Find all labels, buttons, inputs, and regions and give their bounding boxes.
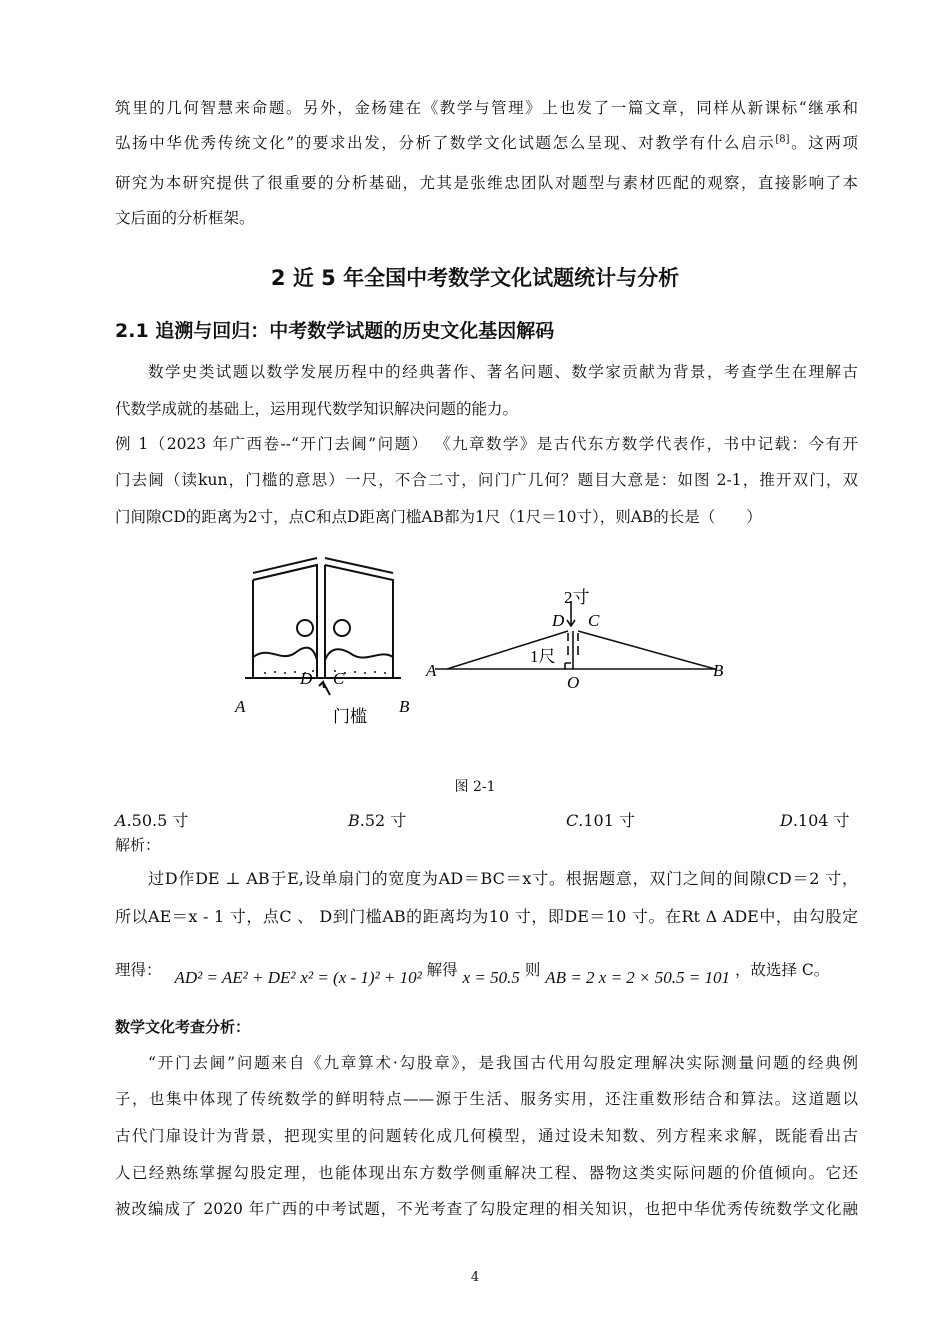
page-number: 4	[470, 1270, 480, 1285]
culture-line: 被改编成了 2020 年广西的中考试题，不光考查了勾股定理的相关知识，也把中华优秀传统数学文化融	[115, 1200, 858, 1218]
formula-1: AD² = AE² + DE²	[174, 968, 296, 987]
label-O-right: O	[567, 673, 580, 692]
example-line: 门间隙CD的距离为2寸，点C和点D距离门槛AB都为1尺（1尺＝10寸），则AB的长是（ ）	[115, 508, 762, 526]
paragraph-line: 代数学成就的基础上，运用现代数学知识解决问题的能力。	[115, 400, 519, 418]
analysis-line: 所以AE＝x - 1 寸，点C 、 D到门槛AB的距离均为10 寸，即DE＝10 寸。在Rt Δ ADE中，由勾股定	[115, 907, 858, 926]
option-d	[780, 808, 850, 831]
formula-2: x² = (x - 1)² + 10²	[300, 968, 422, 987]
formula-then: 则	[524, 961, 541, 979]
option-value: .101 寸	[578, 811, 635, 830]
subsection-heading: 2.1 追溯与回归：中考数学试题的历史文化基因解码	[115, 320, 555, 342]
formula-3: x = 50.5	[462, 968, 520, 987]
option-value: .50.5 寸	[126, 811, 189, 830]
analysis-label: 解析：	[115, 836, 161, 854]
label-sill: 门槛	[333, 707, 367, 726]
option-letter: A	[115, 811, 127, 830]
paragraph-text: 。这两项	[789, 134, 858, 152]
culture-line: 子，也集中体现了传统数学的鲜明特点——源于生活、服务实用，还注重数形结合和算法。这道题以	[115, 1090, 858, 1108]
formula-mid: 解得	[426, 961, 458, 979]
label-C-right: C	[588, 611, 600, 630]
option-value: .104 寸	[792, 811, 850, 830]
label-A-right: A	[426, 661, 437, 680]
example-line: 例 1（2023 年广西卷--“开门去阃”问题） 《九章数学》是古代东方数学代表作，书中记载：今有开	[115, 435, 858, 453]
paragraph-line: 文后面的分析框架。	[115, 209, 255, 227]
analysis-line: 过D作DE ⊥ AB于E,设单扇门的宽度为AD＝BC＝x寸。根据题意，双门之间的间隙CD＝2 寸，	[148, 869, 858, 888]
door-illustration	[245, 558, 401, 695]
label-C-left: C	[333, 669, 345, 688]
figure-2-1	[225, 545, 765, 740]
figure-caption: 图 2-1	[454, 779, 496, 795]
section-heading: 2 近 5 年全国中考数学文化试题统计与分析	[270, 266, 680, 290]
option-letter: B	[348, 811, 360, 830]
option-b	[348, 808, 406, 831]
label-B-left: B	[399, 697, 410, 716]
label-gap: 2寸	[564, 588, 590, 607]
label-B-right: B	[713, 661, 724, 680]
formula-suffix: ，故选择 C。	[734, 961, 830, 979]
paragraph-line: 筑里的几何智慧来命题。另外，金杨建在《教学与管理》上也发了一篇文章，同样从新课标“继承和	[115, 99, 858, 117]
formula-prefix: 理得：	[115, 961, 162, 979]
option-letter: C	[566, 811, 579, 830]
triangle-model	[435, 601, 717, 669]
label-D-left: D	[300, 669, 313, 688]
culture-label: 数学文化考查分析：	[115, 1018, 251, 1036]
culture-line: 人已经熟练掌握勾股定理，也能体现出东方数学侧重解决工程、器物这类实际问题的价值倾向。它还	[115, 1164, 858, 1182]
option-letter: D	[780, 811, 793, 830]
option-a	[115, 808, 188, 831]
label-D-right: D	[552, 611, 565, 630]
culture-line: 古代门扉设计为背景，把现实里的问题转化成几何模型，通过设未知数、列方程来求解，既能看出古	[115, 1127, 858, 1145]
analysis-formula-line	[115, 958, 830, 987]
option-c	[566, 808, 635, 831]
paragraph-line: 研究为本研究提供了很重要的分析基础，尤其是张维忠团队对题型与素材匹配的观察，直接影响了本	[115, 174, 858, 192]
culture-line: “开门去阃”问题来自《九章算术·勾股章》，是我国古代用勾股定理解决实际测量问题的经典例	[148, 1054, 858, 1072]
citation: [8]	[775, 133, 790, 145]
label-A-left: A	[235, 697, 246, 716]
formula-4: AB = 2 x = 2 × 50.5 = 101	[545, 968, 730, 987]
paragraph-text: 弘扬中华优秀传统文化”的要求出发，分析了数学文化试题怎么呈现、对教学有什么启示	[115, 134, 776, 152]
option-value: .52 寸	[359, 811, 407, 830]
label-height: 1尺	[530, 647, 556, 666]
paragraph-line	[115, 131, 858, 153]
paragraph-line: 数学史类试题以数学发展历程中的经典著作、著名问题、数学家贡献为背景，考查学生在理解古	[148, 363, 858, 381]
example-line: 门去阃（读kun，门槛的意思）一尺，不合二寸，问门广几何？题目大意是：如图 2-1，推开双门，双	[115, 471, 858, 489]
